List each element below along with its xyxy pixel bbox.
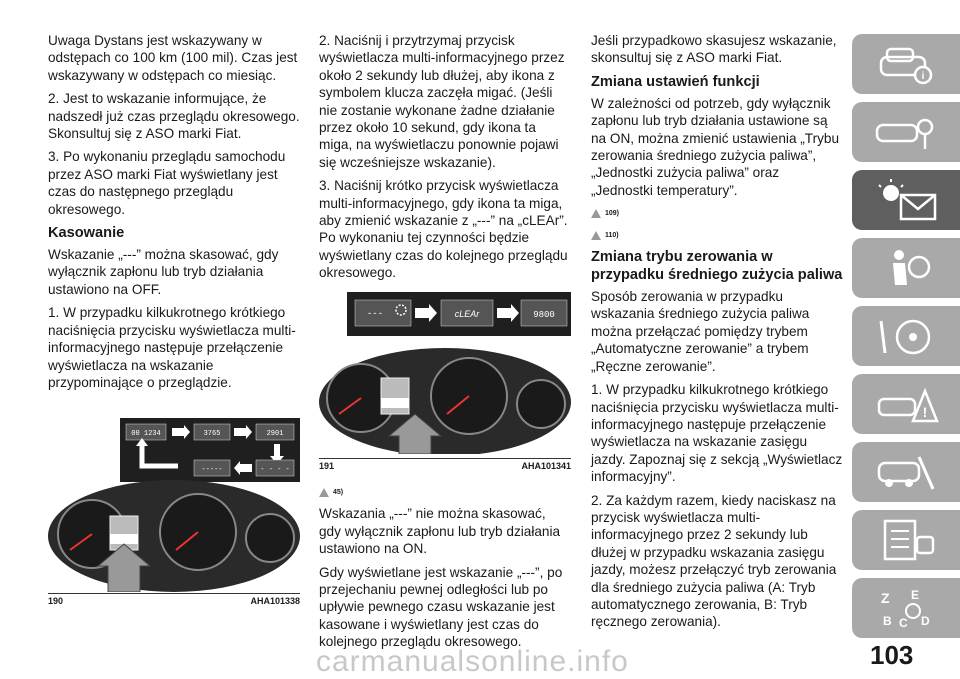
figure-caption [319, 458, 571, 471]
svg-text:D: D [921, 614, 930, 628]
figure-code: AHA101338 [250, 596, 300, 606]
paragraph: 3. Po wykonaniu przeglądu samochodu przez ASO marki Fiat wyświetlany jest czas do następnego przeglądu okresowego. [48, 149, 286, 217]
tab-specs[interactable] [852, 510, 960, 570]
column-2 [319, 32, 571, 288]
lcd-label: 2901 [266, 430, 284, 438]
section-heading: Zmiana trybu zerowania w przypadku średniego zużycia paliwa [591, 249, 843, 284]
lcd-label: ----- [201, 466, 223, 474]
instrument-cluster-diagram [48, 416, 300, 592]
warning-triangle-icon [591, 231, 601, 240]
figure-190 [48, 416, 300, 606]
svg-text:C: C [899, 616, 908, 630]
lcd-label: 3765 [203, 430, 221, 438]
column-1 [48, 32, 300, 397]
tab-car-keys[interactable] [852, 102, 960, 162]
lcd-label: 00 1234 [131, 430, 161, 438]
paragraph: Wskazania „---” nie można skasować, gdy wyłącznik zapłonu lub tryb działania ustawiono na ON. [319, 506, 561, 557]
paragraph: 1. W przypadku kilkukrotnego krótkiego naciśnięcia przycisku wyświetlacza multi-informacyjnego następuje przełączenie wyświetlacza na wskazanie przypominające o przeglądzie. [48, 305, 296, 390]
warning-triangle-icon [591, 209, 601, 218]
paragraph: Jeśli przypadkowo skasujesz wskazanie, skonsultuj się z ASO marki Fiat. [591, 33, 837, 66]
warning-triangle-icon [319, 488, 329, 497]
paragraph: Wskazanie „---” można skasować, gdy wyłącznik zapłonu lub tryb działania ustawiono na OFF. [48, 247, 279, 297]
watermark: carmanualsonline.info [316, 645, 629, 678]
svg-text:i: i [921, 71, 925, 82]
lcd-label: --- [366, 309, 384, 319]
svg-text:E: E [911, 588, 920, 602]
paragraph: Sposób zerowania w przypadku wskazania średniego zużycia paliwa można przełączać pomiędzy trybem „Automatyczne zerowanie” a trybem „Ręczne zerowanie”. [591, 289, 810, 374]
tab-car-service[interactable] [852, 442, 960, 502]
breakdown-icon [871, 381, 941, 427]
section-heading: Kasowanie [48, 225, 125, 242]
steering-wheel-icon [871, 313, 941, 359]
specs-icon [871, 517, 941, 563]
car-keys-icon [871, 109, 941, 155]
figure-caption [48, 593, 300, 606]
lcd-label: - - - - [260, 466, 290, 474]
warning-reference[interactable] [591, 205, 843, 222]
paragraph: 2. Za każdym razem, kiedy naciskasz na przycisk wyświetlacza multi-informacyjnego przez 2 sekundy lub dłużej w przypadku wskazania zasięgu jazdy, możesz przełączyć tryb zerowania dla średniego zużycia paliwa (A: Tryb automatycznego zerowania, B: Tryb ręcznego zerowania). [591, 492, 837, 630]
warning-reference-label: 45) [333, 489, 344, 496]
paragraph: 1. W przypadku kilkukrotnego krótkiego naciśnięcia przycisku wyświetlacza multi-informacyjnego następuje przełączenie wyświetlacza na wskazanie zasięgu jazdy. Zapoznaj się z sekcją „Wyświetlacz informacyjny”. [591, 382, 843, 485]
svg-text:Z: Z [881, 590, 890, 606]
tab-airbag[interactable] [852, 238, 960, 298]
tab-car-info[interactable] [852, 34, 960, 94]
paragraph: Uwaga Dystans jest wskazywany w odstępach co 100 km (100 mil). Czas jest wskazywany w odstępach co miesiąc. [48, 33, 298, 83]
section-heading: Zmiana ustawień funkcji [591, 73, 760, 90]
paragraph: W zależności od potrzeb, gdy wyłącznik zapłonu lub tryb działania ustawione są na ON, można zmienić ustawienia „Trybu zerowania średniego zużycia paliwa”, „Jednostki zużycia paliwa” oraz „Jednostki temperatury”. [591, 95, 840, 198]
tab-steering-wheel[interactable] [852, 306, 960, 366]
lcd-label: 9800 [533, 310, 555, 320]
svg-text:B: B [883, 614, 892, 628]
lcd-label: cLEAr [454, 309, 480, 319]
tab-warning-lights[interactable] [852, 170, 960, 230]
car-info-icon [871, 41, 941, 87]
warning-reference[interactable] [319, 484, 571, 501]
figure-code: AHA101341 [521, 461, 571, 471]
paragraph: 2. Naciśnij i przytrzymaj przycisk wyświetlacza multi-informacyjnego przez około 2 sekundy lub dłużej, aby ikona z symbolem klucza zaczęła migać. (Jeśli nie zostanie wykonane żadne działanie przez około 10 sekund, gdy ikona ta miga, na wyświetlaczu ponownie pojawi się wcześniejsze wskazanie). [319, 33, 565, 170]
figure-number: 191 [319, 461, 335, 471]
tab-breakdown[interactable] [852, 374, 960, 434]
airbag-icon [871, 245, 941, 291]
figure-number: 190 [48, 596, 64, 606]
car-service-icon [871, 449, 941, 495]
paragraph: 2. Jest to wskazanie informujące, że nadszedł już czas przeglądu okresowego. Skonsultuj się z ASO marki Fiat. [48, 91, 300, 142]
column-2-continued [319, 484, 571, 657]
instrument-cluster-diagram [319, 286, 571, 454]
chapter-tabs [852, 34, 960, 644]
column-3 [591, 32, 843, 637]
svg-text:!: ! [922, 404, 928, 420]
paragraph: Gdy wyświetlane jest wskazanie „---”, po przejechaniu pewnej odległości lub po upływie pewnego czasu wskazanie jest kasowane i wyświetlany jest czas do kolejnego przeglądu okresowego. [319, 564, 563, 650]
paragraph: 3. Naciśnij krótko przycisk wyświetlacza multi-informacyjnego, gdy ikona ta miga, aby zmienić wskazanie z „---” na „cLEAr”. Po wykonaniu tej czynności będzie wyświetlany czas do kolejnego przeglądu okresowego. [319, 178, 568, 281]
warning-reference-label: 110) [605, 231, 619, 239]
figure-191 [319, 286, 571, 472]
page-number: 103 [870, 640, 914, 670]
warning-lights-icon [871, 177, 941, 223]
tab-index[interactable] [852, 578, 960, 638]
index-icon [871, 585, 941, 631]
warning-reference-label: 109) [605, 210, 620, 218]
warning-reference[interactable] [591, 227, 843, 244]
